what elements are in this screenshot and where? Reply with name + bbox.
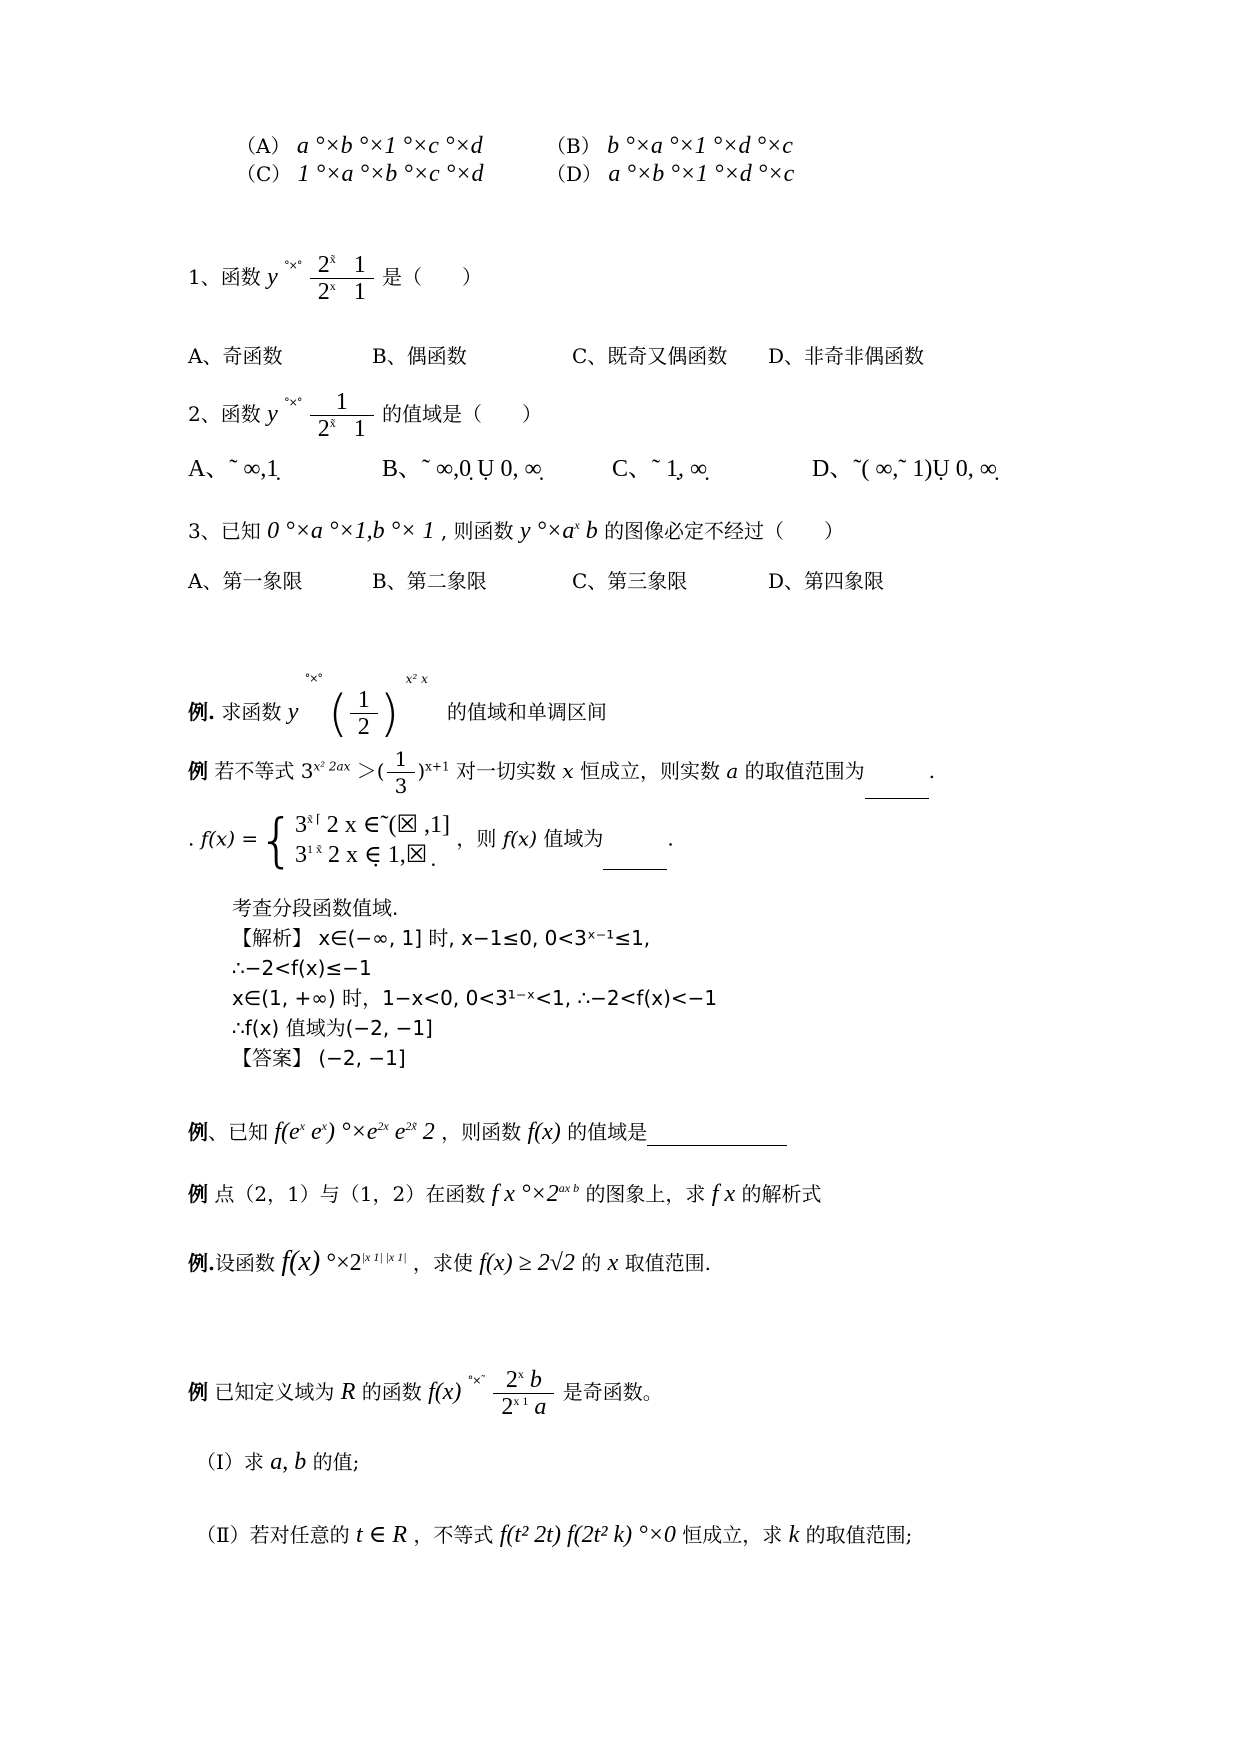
- ex2-close: ): [417, 759, 426, 783]
- q1-var: y: [267, 264, 278, 290]
- q3-choice-b: B、第二象限: [372, 569, 487, 593]
- ex4-text2: ，则函数: [441, 1120, 522, 1144]
- solution-line-5: 【答案】 (−2, −1]: [232, 1046, 406, 1070]
- options-row-1: [236, 132, 483, 160]
- q2-choice-b: B、˜ ∞,0̣ Ụ 0, ∞̣: [382, 456, 542, 482]
- q1-choice-c: C、既奇又偶函数: [572, 344, 728, 368]
- q1-choice-b-wrap: [372, 342, 467, 370]
- option-c-text: 1 °×a °×b °×c °×d: [297, 161, 484, 187]
- ex7-text3: 是奇函数。: [562, 1380, 663, 1404]
- ex5-text1: 点（2，1）与（1，2）在函数: [214, 1182, 486, 1206]
- ex7-fraction: $\frac{2^x b}{2^{x 1} a}$: [493, 1367, 554, 1420]
- ex6-text1: 设函数: [214, 1251, 275, 1275]
- ex1-var: y: [287, 699, 299, 725]
- ex7-p1-vars: a, b: [270, 1449, 307, 1475]
- q3-cond: 0 °×a °×1,b °× 1: [267, 518, 435, 544]
- ex2-x: x: [562, 759, 574, 783]
- ex7-fx: f(x): [428, 1379, 462, 1405]
- q2-choice-d-wrap: [812, 455, 997, 483]
- q3-choice-c: C、第三象限: [572, 569, 688, 593]
- ex3-brace: {: [258, 806, 296, 874]
- ex5-expr: f x $^\circ\times 2^{ax b}$: [491, 1181, 580, 1207]
- ex7-part-1: [196, 1448, 359, 1476]
- q2-choice-d: D、˜( ∞,˜ 1)Ụ 0, ∞̣: [812, 456, 997, 482]
- solution-line-2: ∴−2<f(x)≤−1: [232, 956, 372, 980]
- ex1-lparen: (: [328, 684, 348, 743]
- options-row-2b: [546, 160, 794, 188]
- ex3-end: .: [667, 826, 674, 851]
- option-b-text: b °×a °×1 °×d °×c: [607, 133, 793, 159]
- ex3-text: 值域为: [543, 826, 604, 851]
- ex7-eq: °×˜: [467, 1374, 485, 1387]
- ex2-base: 3: [300, 759, 314, 783]
- ex4-blank: [647, 1123, 787, 1146]
- ex7-text2: 的函数: [361, 1380, 422, 1404]
- q2-choice-b-wrap: [382, 455, 542, 483]
- ex7-p2-text2: 恒成立，求: [682, 1523, 783, 1547]
- ex3-fx: f(x): [502, 826, 537, 851]
- ex6-label: 例.: [188, 1251, 215, 1275]
- ex7-R: R: [340, 1379, 356, 1405]
- q3-choice-a-wrap: [188, 567, 302, 595]
- ex7-p2-end: 的取值范围;: [805, 1523, 913, 1547]
- ex1-rparen: ): [379, 684, 400, 743]
- ex6-fx: f(x): [281, 1246, 321, 1277]
- q2-var: y: [267, 401, 278, 427]
- q1-choices: [188, 342, 282, 370]
- q2-choice-a: A、˜ ∞,1̣: [188, 456, 279, 482]
- option-d-label: （D）: [546, 162, 603, 186]
- solution-title: 考查分段函数值域.: [232, 896, 399, 920]
- ex7-p2-text1: ，不等式: [413, 1523, 494, 1547]
- q1-prefix: 1、函数: [188, 265, 261, 289]
- options-row-1b: [546, 132, 793, 160]
- example-7: [188, 1367, 663, 1420]
- ex5-text2: 的图象上，求: [585, 1182, 706, 1206]
- ex1-text1: 求函数: [221, 700, 282, 724]
- ex4-expr: $f(e^x$ $e^x$) $^\circ\times e^{2x}$ $e^{2x̃}$ 2: [274, 1119, 435, 1145]
- q2-fraction: $\frac{1}{2^{x̃} 1}$: [310, 389, 374, 442]
- ex6-x: x: [607, 1250, 619, 1276]
- option-d-text: a °×b °×1 °×d °×c: [608, 161, 795, 187]
- q3-choice-d-wrap: [768, 567, 884, 595]
- ex7-p1-end: 的值;: [312, 1450, 360, 1474]
- q2-choice-c: C、˜ 1̣, ∞̣: [612, 456, 708, 482]
- ex6-eq: $^\circ\times 2^{|x 1| |x 1|}$: [326, 1250, 407, 1276]
- options-row-2: [236, 160, 484, 188]
- q3-prefix: 3、已知: [188, 519, 261, 543]
- q1-choice-a: A、奇函数: [188, 344, 283, 368]
- q1-choice-c-wrap: [572, 342, 727, 370]
- ex2-text4: 的取值范围为: [744, 759, 865, 783]
- ex4-fx: f(x): [527, 1119, 561, 1145]
- q1-suffix: 是（ ）: [382, 265, 483, 289]
- q2-eq: °×°: [284, 396, 302, 409]
- ex2-text3: 恒成立，则实数: [579, 759, 720, 783]
- ex3-mid: ，则: [456, 826, 497, 851]
- q1-eq: °×°: [284, 259, 302, 272]
- solution-line-4: ∴f(x) 值域为(−2, −1]: [232, 1016, 433, 1040]
- example-5: [188, 1180, 821, 1208]
- ex2-exp: x² 2ax: [313, 759, 351, 774]
- ex2-a: a: [726, 759, 739, 783]
- question-2: [188, 389, 542, 442]
- ex5-label: 例: [188, 1182, 208, 1206]
- ex6-text3: 的: [581, 1251, 602, 1275]
- example-6: [188, 1248, 711, 1277]
- ex3-case1: $3^{x̃ ⌈}$ 2 x ∈˜(☒ ,1]: [295, 812, 450, 838]
- ex4-label: 例: [188, 1120, 208, 1144]
- solution-line-1: 【解析】 x∈(−∞, 1] 时, x−1≤0, 0<3ˣ⁻¹≤1,: [232, 926, 651, 950]
- example-4: [188, 1118, 787, 1146]
- ex6-ineq: f(x) ≥ 2√2: [479, 1250, 575, 1276]
- ex3-cases: [295, 810, 450, 870]
- q1-fraction: $\frac{2^{x̃} 1}{2^x 1}$: [310, 252, 374, 305]
- ex3-func: f(x) =: [200, 826, 259, 851]
- ex1-text2: 的值域和单调区间: [446, 700, 607, 724]
- ex4-text3: 的值域是: [567, 1120, 648, 1144]
- ex3-blank: [603, 847, 667, 870]
- option-b-label: （B）: [546, 134, 601, 158]
- ex2-label: 例: [188, 759, 208, 783]
- ex7-p2-label: （Ⅱ）若对任意的: [196, 1523, 350, 1547]
- example-1: [188, 665, 607, 743]
- ex5-text3: 的解析式: [741, 1182, 822, 1206]
- ex2-text2: 对一切实数: [455, 759, 556, 783]
- question-1: [188, 252, 482, 305]
- ex1-fraction: $\frac{1}{2}$: [350, 687, 378, 740]
- example-2: [188, 746, 935, 799]
- q1-choice-d: D、非奇非偶函数: [768, 344, 925, 368]
- example-3: [188, 806, 674, 874]
- ex7-text1: 已知定义域为: [214, 1380, 335, 1404]
- q3-mid: , 则函数: [440, 519, 514, 543]
- ex7-p1-label: （Ⅰ）求: [196, 1450, 264, 1474]
- q1-choice-d-wrap: [768, 342, 924, 370]
- ex1-eq: °×°: [304, 672, 322, 685]
- ex6-text2: ，求使: [412, 1251, 473, 1275]
- option-a-text: a °×b °×1 °×c °×d: [296, 133, 483, 159]
- ex7-p2-k: k: [788, 1522, 800, 1548]
- q2-suffix: 的值域是（ ）: [382, 402, 543, 426]
- q2-prefix: 2、函数: [188, 402, 261, 426]
- q3-choice-d: D、第四象限: [768, 569, 885, 593]
- ex6-text4: 取值范围.: [624, 1251, 712, 1275]
- q2-choice-a-wrap: [188, 455, 278, 483]
- ex3-case2: $3^{1 x̃}$ 2 x ∈̣ 1,☒ ̣: [295, 842, 434, 868]
- ex1-label: 例: [188, 700, 208, 724]
- ex2-exp2: x+1: [425, 759, 450, 774]
- option-a-label: （A）: [236, 134, 291, 158]
- ex1-exponent: x² x: [405, 672, 428, 686]
- ex2-text1: 若不等式: [214, 759, 295, 783]
- q2-choice-c-wrap: [612, 455, 707, 483]
- ex2-end: .: [928, 759, 935, 783]
- ex7-part-2: [196, 1521, 912, 1549]
- ex7-label: 例: [188, 1380, 208, 1404]
- option-c-label: （C）: [236, 162, 292, 186]
- ex7-p2-expr: f(t² 2t) f(2t² k) °×0: [499, 1522, 676, 1548]
- ex2-fraction: $\frac{1}{3}$: [387, 746, 416, 799]
- ex2-blank: [865, 776, 929, 799]
- ex5-fx: f x: [711, 1181, 736, 1207]
- question-3: [188, 517, 844, 545]
- q3-choice-a: A、第一象限: [188, 569, 303, 593]
- q3-choice-c-wrap: [572, 567, 687, 595]
- ex3-lead: .: [188, 826, 195, 851]
- q3-expr: y $^\circ\times a^x$ b: [519, 518, 598, 544]
- q3-suffix: 的图像必定不经过（ ）: [604, 519, 845, 543]
- ex1-dot: .: [208, 700, 215, 724]
- q3-choice-b-wrap: [372, 567, 487, 595]
- q1-choice-b: B、偶函数: [372, 344, 467, 368]
- ex2-gt: ＞(: [356, 759, 385, 783]
- solution-line-3: x∈(1, +∞) 时，1−x<0, 0<3¹⁻ˣ<1, ∴−2<f(x)<−1: [232, 986, 718, 1010]
- ex4-text1: 、已知: [208, 1120, 268, 1144]
- ex7-p2-t: t ∈ R: [355, 1522, 408, 1548]
